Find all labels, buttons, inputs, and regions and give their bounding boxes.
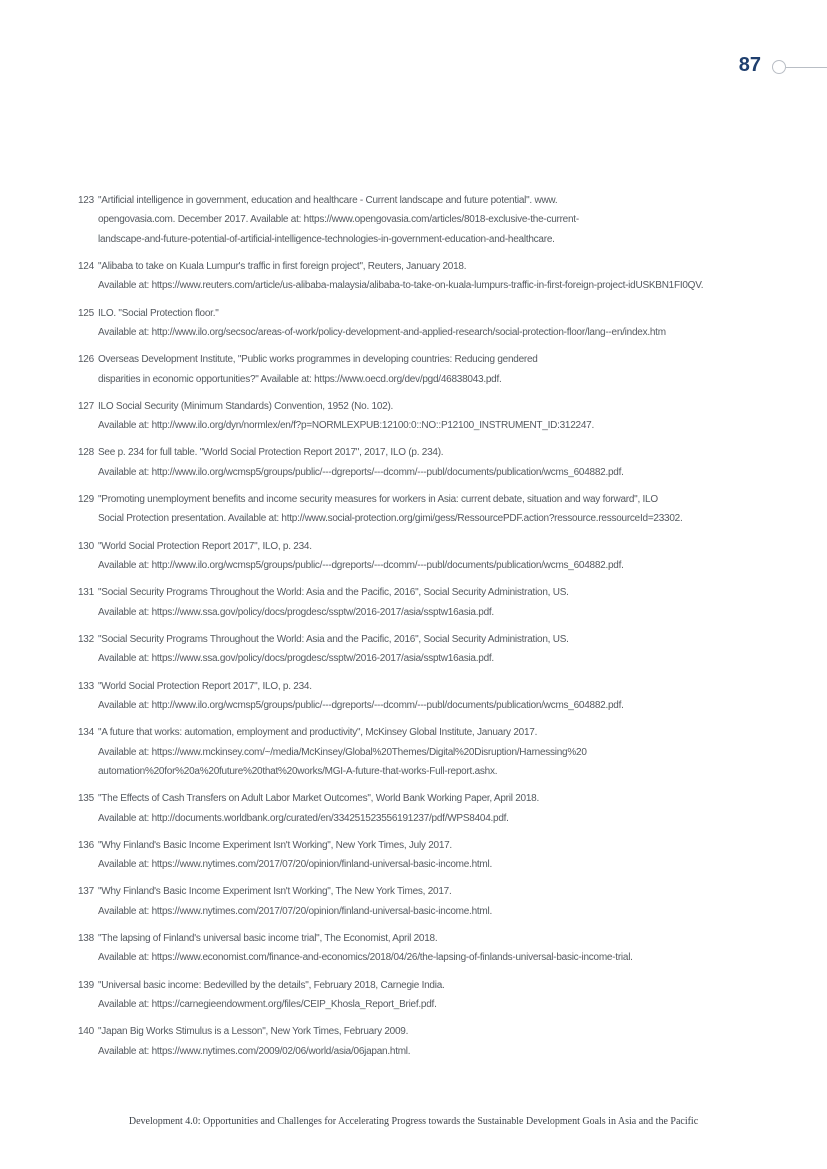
footnote-item	[78, 257, 778, 296]
footnote-item	[78, 929, 778, 968]
footnote-text: ILO Social Security (Minimum Standards) Convention, 1952 (No. 102).	[98, 400, 394, 412]
footnote-continuation-line: Available at: http://documents.worldbank.org/curated/en/334251523556191237/pdf/WPS8404.pdf.	[98, 812, 509, 824]
footnote-number: 130	[78, 540, 94, 552]
footnote-number: 140	[78, 1026, 94, 1038]
footnote-item	[78, 397, 778, 436]
footnote-continuation-line: Available at: https://www.nytimes.com/2017/07/20/opinion/finland-universal-basic-income.html.	[98, 859, 492, 871]
footnote-text: "World Social Protection Report 2017", ILO, p. 234.	[98, 680, 312, 692]
footnote-number: 131	[78, 587, 94, 599]
footnote-item	[78, 490, 778, 529]
footnote-continuation-line: automation%20for%20a%20future%20that%20works/MGI-A-future-that-works-Full-report.ashx.	[98, 765, 498, 777]
footnote-first-line	[78, 304, 778, 323]
footnote-first-line	[78, 836, 778, 855]
footnote-item	[78, 304, 778, 343]
footnote-number: 135	[78, 793, 94, 805]
footnote-number: 133	[78, 680, 94, 692]
footnote-continuation-line: disparities in economic opportunities?" Available at: https://www.oecd.org/dev/pgd/46838043.pdf.	[98, 373, 502, 385]
footnote-text: "Social Security Programs Throughout the World: Asia and the Pacific, 2016", Social Security Administration, US.	[98, 587, 569, 599]
footnote-text: "Universal basic income: Bedevilled by the details", February 2018, Carnegie India.	[98, 979, 445, 991]
footnote-text: "Social Security Programs Throughout the World: Asia and the Pacific, 2016", Social Security Administration, US.	[98, 633, 569, 645]
footnote-first-line	[78, 443, 778, 462]
footnote-item	[78, 1022, 778, 1061]
footnote-continuation-line: Available at: https://www.mckinsey.com/~/media/McKinsey/Global%20Themes/Digital%20Disruption/Harnessing%20	[98, 746, 587, 758]
footnote-first-line	[78, 490, 778, 509]
footnote-number: 137	[78, 886, 94, 898]
footnote-first-line	[78, 976, 778, 995]
footnote-text: "The lapsing of Finland's universal basic income trial", The Economist, April 2018.	[98, 932, 438, 944]
footnote-first-line	[78, 677, 778, 696]
footnote-text: "A future that works: automation, employment and productivity", McKinsey Global Institute, January 2017.	[98, 727, 538, 739]
footnote-text: See p. 234 for full table. "World Social Protection Report 2017", 2017, ILO (p. 234).	[98, 447, 444, 459]
footnote-continuation-line: Available at: https://www.ssa.gov/policy/docs/progdesc/ssptw/2016-2017/asia/ssptw16asia.pdf.	[98, 606, 494, 618]
running-footer: Development 4.0: Opportunities and Challenges for Accelerating Progress towards the Sustainable Development Goals in Asia and the Pacific	[128, 1116, 699, 1127]
footnote-continuation-line: Available at: http://www.ilo.org/secsoc/areas-of-work/policy-development-and-applied-research/social-protection-floor/lang--en/index.htm	[98, 327, 666, 339]
footnote-continuation-line: Available at: http://www.ilo.org/wcmsp5/groups/public/---dgreports/---dcomm/---publ/documents/publication/wcms_604882.pdf.	[98, 699, 624, 711]
footnote-text: "Japan Big Works Stimulus is a Lesson", New York Times, February 2009.	[98, 1026, 409, 1038]
footnote-continuation-line: opengovasia.com. December 2017. Available at: https://www.opengovasia.com/articles/8018-exclusive-the-current-	[98, 214, 579, 226]
footnote-continuation-line: landscape-and-future-potential-of-artificial-intelligence-technologies-in-government-education-and-healthcare.	[98, 233, 555, 245]
footnote-text: ILO. "Social Protection floor."	[98, 307, 219, 319]
footnote-text: "World Social Protection Report 2017", ILO, p. 234.	[98, 540, 312, 552]
footnote-first-line	[78, 397, 778, 416]
footnote-continuation-line: Available at: https://www.ssa.gov/policy/docs/progdesc/ssptw/2016-2017/asia/ssptw16asia.pdf.	[98, 653, 494, 665]
footnote-item	[78, 723, 778, 781]
footnote-item	[78, 350, 778, 389]
footnote-first-line	[78, 537, 778, 556]
footnote-number: 123	[78, 195, 94, 206]
footnote-continuation-line: Available at: http://www.ilo.org/dyn/normlex/en/f?p=NORMLEXPUB:12100:0::NO::P12100_INSTRUMENT_ID:312247.	[98, 420, 595, 432]
footnote-number: 132	[78, 633, 94, 645]
footnote-item	[78, 882, 778, 921]
footnote-number: 136	[78, 839, 94, 851]
footnote-text: "Why Finland's Basic Income Experiment Isn't Working", The New York Times, 2017.	[98, 886, 452, 898]
footnote-first-line	[78, 882, 778, 901]
footnote-continuation-line: Available at: https://www.nytimes.com/2017/07/20/opinion/finland-universal-basic-income.html.	[98, 905, 492, 917]
footnote-number: 139	[78, 979, 94, 991]
footnote-continuation-line: Available at: https://carnegieendowment.org/files/CEIP_Khosla_Report_Brief.pdf.	[98, 998, 437, 1010]
footnote-first-line	[78, 1022, 778, 1041]
footnote-first-line	[78, 630, 778, 649]
footnote-number: 124	[78, 261, 94, 273]
page-marker-circle	[772, 60, 786, 74]
footnote-item	[78, 583, 778, 622]
footnote-number: 128	[78, 447, 94, 459]
footnote-continuation-line: Available at: http://www.ilo.org/wcmsp5/groups/public/---dgreports/---dcomm/---publ/documents/publication/wcms_604882.pdf.	[98, 466, 624, 478]
footnote-item	[78, 630, 778, 669]
footnote-first-line	[78, 257, 778, 276]
footnote-text: "The Effects of Cash Transfers on Adult Labor Market Outcomes", World Bank Working Paper, April 2018.	[98, 793, 539, 805]
page-number: 87	[738, 54, 761, 76]
footnote-first-line	[78, 929, 778, 948]
footnote-first-line	[78, 583, 778, 602]
footnote-number: 126	[78, 354, 94, 366]
footnote-item	[78, 677, 778, 716]
footnote-item	[78, 191, 778, 249]
footnote-text: Overseas Development Institute, "Public works programmes in developing countries: Reducing gendered	[98, 354, 538, 366]
footnote-number: 134	[78, 727, 94, 739]
footnote-item	[78, 976, 778, 1015]
footnote-item	[78, 789, 778, 828]
footnote-item	[78, 443, 778, 482]
footnote-continuation-line: Available at: https://www.reuters.com/article/us-alibaba-malaysia/alibaba-to-take-on-kuala-lumpurs-traffic-in-first-foreign-project-idUSKBN1FI0QV.	[98, 280, 704, 292]
footnote-continuation-line: Available at: https://www.economist.com/finance-and-economics/2018/04/26/the-lapsing-of-finlands-universal-basic-income-trial.	[98, 952, 633, 964]
footnote-item	[78, 537, 778, 576]
footnote-first-line	[78, 723, 778, 742]
footnote-text: "Promoting unemployment benefits and income security measures for workers in Asia: current debate, situation and way forward", ILO	[98, 494, 658, 506]
footnote-continuation-line: Available at: https://www.nytimes.com/2009/02/06/world/asia/06japan.html.	[98, 1045, 411, 1057]
footnote-number: 125	[78, 307, 94, 319]
footnote-text: "Artificial intelligence in government, education and healthcare - Current landscape and future potential". www.	[98, 195, 558, 206]
footnote-text: "Why Finland's Basic Income Experiment Isn't Working", New York Times, July 2017.	[98, 839, 452, 851]
footnote-text: "Alibaba to take on Kuala Lumpur's traffic in first foreign project", Reuters, January 2018.	[98, 261, 467, 273]
footnote-continuation-line: Available at: http://www.ilo.org/wcmsp5/groups/public/---dgreports/---dcomm/---publ/documents/publication/wcms_604882.pdf.	[98, 560, 624, 572]
footnote-number: 129	[78, 494, 94, 506]
footnote-number: 138	[78, 932, 94, 944]
footnote-first-line	[78, 191, 778, 210]
footnote-list	[78, 191, 778, 1069]
footnote-first-line	[78, 789, 778, 808]
footnote-continuation-line: Social Protection presentation. Available at: http://www.social-protection.org/gimi/gess/RessourcePDF.action?ressource.ressourceId=23302.	[98, 513, 683, 525]
page-marker-line	[786, 67, 827, 68]
footnote-number: 127	[78, 400, 94, 412]
footnote-item	[78, 836, 778, 875]
footnote-first-line	[78, 350, 778, 369]
